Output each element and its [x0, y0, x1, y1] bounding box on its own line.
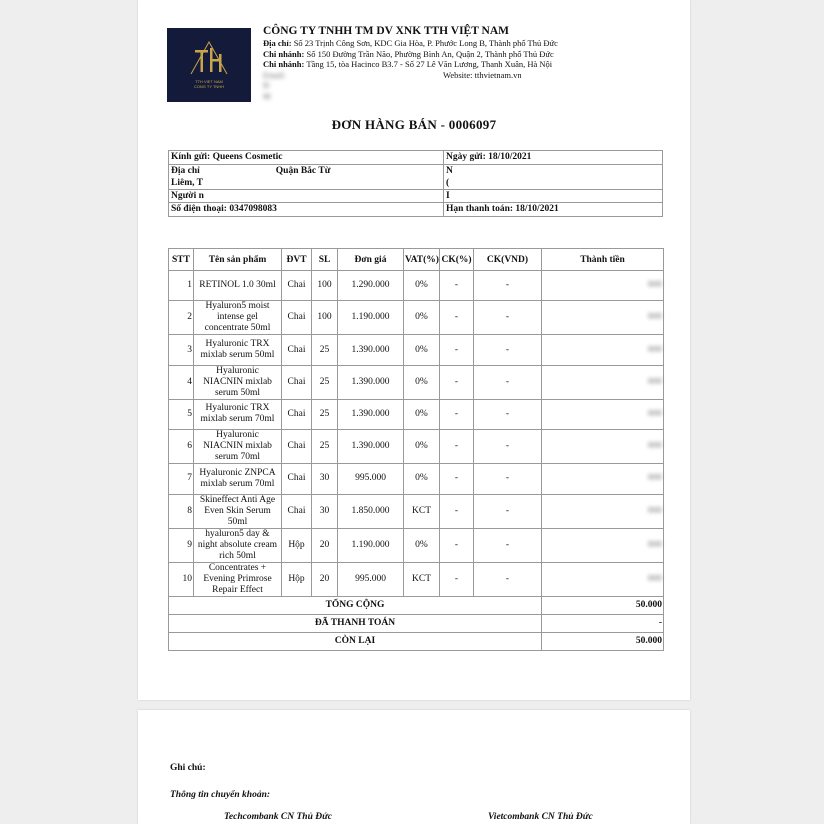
row-discount-pct: - — [440, 271, 474, 301]
transfer-info-label: Thông tin chuyển khoản: — [170, 790, 271, 800]
row-discount-vnd: - — [474, 271, 542, 301]
col-header-stt: STT — [169, 249, 194, 271]
row-discount-pct: - — [440, 430, 474, 464]
company-header — [263, 25, 683, 101]
summary-row — [169, 614, 664, 632]
row-qty: 20 — [312, 528, 338, 562]
row-product-name: Hyaluronic NIACNIN mixlab serum 50ml — [194, 365, 282, 399]
info-row — [169, 151, 663, 165]
col-header-unit: ĐVT — [282, 249, 312, 271]
logo-caption-2: CONG TY TNHH — [193, 84, 225, 89]
summary-value: 50.000 — [542, 632, 664, 650]
row-price: 1.190.000 — [338, 301, 404, 335]
row-product-name: hyaluron5 day & night absolute cream rich 50ml — [194, 528, 282, 562]
row-unit: Hộp — [282, 528, 312, 562]
summary-row — [169, 596, 664, 614]
row-total: 000 — [542, 271, 664, 301]
company-branch-2: Chi nhánh: Tầng 15, tòa Hacinco B3.7 - Số 27 Lê Văn Lương, Thanh Xuân, Hà Nội — [263, 59, 553, 69]
row-discount-vnd: - — [474, 430, 542, 464]
row-total: 000 — [542, 430, 664, 464]
order-items-table — [168, 248, 664, 651]
info-row — [169, 203, 663, 217]
row-unit: Hộp — [282, 562, 312, 596]
row-stt: 2 — [169, 301, 194, 335]
row-discount-vnd: - — [474, 464, 542, 494]
info-row — [169, 164, 663, 189]
summary-value: 50.000 — [542, 596, 664, 614]
summary-label: TỔNG CỘNG — [169, 596, 542, 614]
row-product-name: Hyaluronic TRX mixlab serum 70ml — [194, 399, 282, 429]
row-stt: 5 — [169, 399, 194, 429]
row-discount-vnd: - — [474, 528, 542, 562]
row-discount-vnd: - — [474, 365, 542, 399]
contact-person: Người n — [169, 189, 444, 203]
table-row — [169, 430, 664, 464]
row-discount-pct: - — [440, 562, 474, 596]
row-stt: 6 — [169, 430, 194, 464]
row-unit: Chai — [282, 301, 312, 335]
row-vat: KCT — [404, 562, 440, 596]
row-stt: 1 — [169, 271, 194, 301]
row-unit: Chai — [282, 464, 312, 494]
col-header-product: Tên sản phẩm — [194, 249, 282, 271]
summary-value: - — [542, 614, 664, 632]
row-product-name: Skineffect Anti Age Even Skin Serum 50ml — [194, 494, 282, 528]
company-website: Website: tthvietnam.vn — [443, 70, 522, 80]
row-product-name: Hyaluronic NIACNIN mixlab serum 70ml — [194, 430, 282, 464]
table-row — [169, 494, 664, 528]
table-row — [169, 335, 664, 365]
row-total: 000 — [542, 562, 664, 596]
col-header-price: Đơn giá — [338, 249, 404, 271]
row-stt: 4 — [169, 365, 194, 399]
row-total: 000 — [542, 335, 664, 365]
row-unit: Chai — [282, 399, 312, 429]
recipient: Kính gửi: Queens Cosmetic — [169, 151, 444, 165]
info-right-redacted: N ( — [444, 164, 663, 189]
row-discount-vnd: - — [474, 399, 542, 429]
row-vat: 0% — [404, 399, 440, 429]
company-line-d: Đ — [263, 80, 270, 90]
col-header-total: Thành tiền — [542, 249, 664, 271]
row-price: 1.290.000 — [338, 271, 404, 301]
row-stt: 10 — [169, 562, 194, 596]
row-qty: 30 — [312, 464, 338, 494]
row-discount-pct: - — [440, 365, 474, 399]
row-vat: 0% — [404, 464, 440, 494]
col-header-vat: VAT(%) — [404, 249, 440, 271]
row-qty: 25 — [312, 430, 338, 464]
company-name: CÔNG TY TNHH TM DV XNK TTH VIỆT NAM — [263, 25, 510, 37]
row-qty: 30 — [312, 494, 338, 528]
row-stt: 7 — [169, 464, 194, 494]
row-total: 000 — [542, 464, 664, 494]
table-row — [169, 271, 664, 301]
row-discount-pct: - — [440, 528, 474, 562]
row-unit: Chai — [282, 494, 312, 528]
company-address: Địa chỉ: Số 23 Trịnh Công Sơn, KDC Gia Hòa, P. Phước Long B, Thành phố Thủ Đức — [263, 38, 558, 48]
company-logo — [167, 28, 251, 102]
company-line-m: M — [263, 90, 271, 101]
row-price: 1.850.000 — [338, 494, 404, 528]
row-total: 000 — [542, 399, 664, 429]
table-row — [169, 528, 664, 562]
table-summary — [169, 596, 664, 650]
row-qty: 20 — [312, 562, 338, 596]
row-vat: 0% — [404, 301, 440, 335]
row-stt: 9 — [169, 528, 194, 562]
row-total: 000 — [542, 365, 664, 399]
row-product-name: Hyaluronic ZNPCA mixlab serum 70ml — [194, 464, 282, 494]
row-qty: 25 — [312, 399, 338, 429]
row-price: 1.390.000 — [338, 365, 404, 399]
row-discount-vnd: - — [474, 494, 542, 528]
page-title: ĐƠN HÀNG BÁN - 0006097 — [331, 117, 497, 132]
row-unit: Chai — [282, 335, 312, 365]
row-discount-vnd: - — [474, 562, 542, 596]
table-body — [169, 271, 664, 597]
row-discount-pct: - — [440, 301, 474, 335]
row-vat: 0% — [404, 365, 440, 399]
company-email: Email: — [263, 69, 286, 80]
row-product-name: RETINOL 1.0 30ml — [194, 271, 282, 301]
row-qty: 100 — [312, 301, 338, 335]
customer-address: Địa chỉ Quận Bắc Từ Liêm, T — [169, 164, 444, 189]
row-discount-pct: - — [440, 399, 474, 429]
row-price: 995.000 — [338, 464, 404, 494]
row-discount-pct: - — [440, 494, 474, 528]
logo-icon — [167, 28, 251, 80]
row-vat: 0% — [404, 335, 440, 365]
row-unit: Chai — [282, 365, 312, 399]
row-price: 1.390.000 — [338, 335, 404, 365]
summary-label: ĐÃ THANH TOÁN — [169, 614, 542, 632]
row-qty: 25 — [312, 335, 338, 365]
logo-caption-1: TTH VIET NAM — [195, 79, 223, 84]
col-header-qty: SL — [312, 249, 338, 271]
table-row — [169, 464, 664, 494]
payment-due-date: Hạn thanh toán: 18/10/2021 — [444, 203, 663, 217]
row-discount-vnd: - — [474, 335, 542, 365]
row-discount-pct: - — [440, 335, 474, 365]
row-price: 995.000 — [338, 562, 404, 596]
row-price: 1.390.000 — [338, 430, 404, 464]
invoice-page-2 — [138, 710, 690, 824]
row-vat: 0% — [404, 271, 440, 301]
row-total: 000 — [542, 301, 664, 335]
bank-vietcombank: Vietcombank CN Thủ Đức — [488, 812, 593, 822]
row-product-name: Hyaluronic TRX mixlab serum 50ml — [194, 335, 282, 365]
row-vat: KCT — [404, 494, 440, 528]
table-row — [169, 365, 664, 399]
summary-label: CÒN LẠI — [169, 632, 542, 650]
row-stt: 8 — [169, 494, 194, 528]
row-product-name: Concentrates + Evening Primrose Repair Effect — [194, 562, 282, 596]
table-row — [169, 399, 664, 429]
row-unit: Chai — [282, 430, 312, 464]
info-right-redacted-2: I — [444, 189, 663, 203]
col-header-discount-pct: CK(%) — [440, 249, 474, 271]
table-row — [169, 562, 664, 596]
info-row — [169, 189, 663, 203]
bank-techcombank: Techcombank CN Thủ Đức — [224, 812, 332, 822]
row-discount-vnd: - — [474, 301, 542, 335]
row-price: 1.190.000 — [338, 528, 404, 562]
row-product-name: Hyaluron5 moist intense gel concentrate 50ml — [194, 301, 282, 335]
invoice-page — [138, 0, 690, 700]
row-total: 000 — [542, 528, 664, 562]
row-vat: 0% — [404, 430, 440, 464]
row-discount-pct: - — [440, 464, 474, 494]
summary-row — [169, 632, 664, 650]
order-date: Ngày gửi: 18/10/2021 — [444, 151, 663, 165]
table-row — [169, 301, 664, 335]
row-stt: 3 — [169, 335, 194, 365]
row-total: 000 — [542, 494, 664, 528]
row-unit: Chai — [282, 271, 312, 301]
col-header-discount-vnd: CK(VND) — [474, 249, 542, 271]
row-qty: 100 — [312, 271, 338, 301]
notes-label: Ghi chú: — [170, 763, 206, 773]
company-branch-1: Chi nhánh: Số 150 Đường Trần Não, Phường Bình An, Quận 2, Thành phố Thủ Đức — [263, 48, 554, 59]
row-qty: 25 — [312, 365, 338, 399]
row-price: 1.390.000 — [338, 399, 404, 429]
row-vat: 0% — [404, 528, 440, 562]
phone-number: Số điện thoại: 0347098083 — [169, 203, 444, 217]
customer-info-table — [168, 150, 663, 217]
table-header-row — [169, 249, 664, 271]
